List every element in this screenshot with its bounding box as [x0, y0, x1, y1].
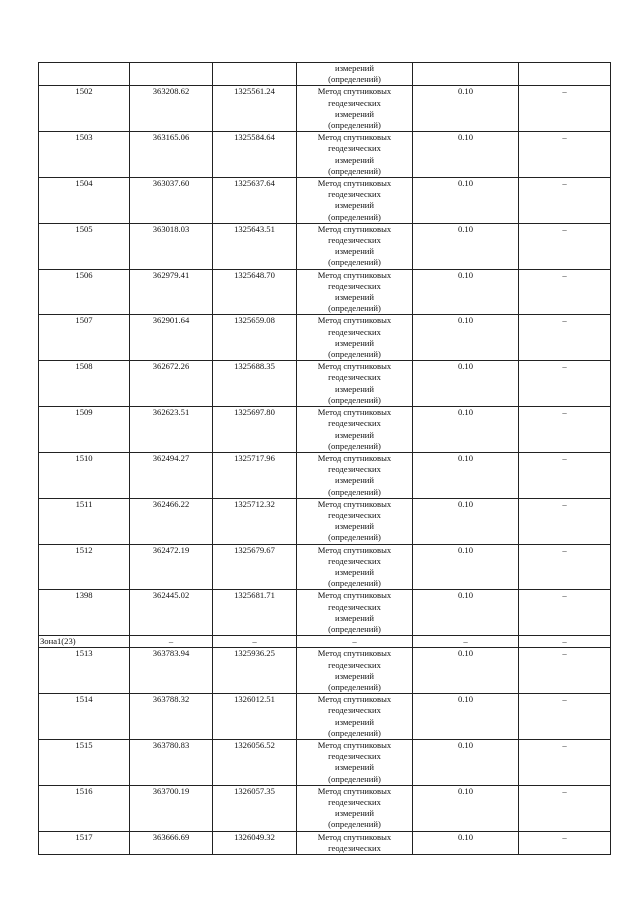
- x-coordinate-cell: [130, 63, 213, 86]
- method-cell: –: [297, 636, 413, 648]
- note-cell: –: [519, 178, 611, 224]
- x-coordinate-cell: 362466.22: [130, 498, 213, 544]
- note-cell: –: [519, 636, 611, 648]
- method-cell: Метод спутниковых геодезических измерений (определений): [297, 694, 413, 740]
- note-cell: –: [519, 223, 611, 269]
- note-cell: –: [519, 831, 611, 854]
- y-coordinate-cell: 1325659.08: [213, 315, 297, 361]
- y-coordinate-cell: 1325717.96: [213, 452, 297, 498]
- error-cell: 0.10: [413, 269, 519, 315]
- y-coordinate-cell: 1326057.35: [213, 785, 297, 831]
- error-cell: 0.10: [413, 86, 519, 132]
- table-row: [39, 785, 611, 831]
- note-cell: –: [519, 694, 611, 740]
- x-coordinate-cell: 362672.26: [130, 361, 213, 407]
- method-cell: Метод спутниковых геодезических измерений (определений): [297, 223, 413, 269]
- y-coordinate-cell: 1325712.32: [213, 498, 297, 544]
- x-coordinate-cell: 362445.02: [130, 590, 213, 636]
- method-cell: Метод спутниковых геодезических измерений (определений): [297, 452, 413, 498]
- point-id-cell: 1515: [39, 739, 130, 785]
- note-cell: –: [519, 315, 611, 361]
- note-cell: –: [519, 361, 611, 407]
- point-id-cell: 1505: [39, 223, 130, 269]
- y-coordinate-cell: 1325697.80: [213, 407, 297, 453]
- error-cell: 0.10: [413, 132, 519, 178]
- method-cell: Метод спутниковых геодезических измерений (определений): [297, 178, 413, 224]
- y-coordinate-cell: 1325936.25: [213, 648, 297, 694]
- point-id-cell: 1512: [39, 544, 130, 590]
- x-coordinate-cell: 363780.83: [130, 739, 213, 785]
- method-cell: Метод спутниковых геодезических измерений (определений): [297, 590, 413, 636]
- table-row: [39, 86, 611, 132]
- point-id-cell: 1514: [39, 694, 130, 740]
- point-id-cell: 1398: [39, 590, 130, 636]
- coordinates-table: [38, 62, 611, 855]
- method-cell: Метод спутниковых геодезических измерений (определений): [297, 269, 413, 315]
- error-cell: 0.10: [413, 407, 519, 453]
- table-row: [39, 590, 611, 636]
- point-id-cell: 1506: [39, 269, 130, 315]
- table-row: [39, 648, 611, 694]
- y-coordinate-cell: 1325679.67: [213, 544, 297, 590]
- error-cell: 0.10: [413, 178, 519, 224]
- note-cell: –: [519, 648, 611, 694]
- x-coordinate-cell: 363666.69: [130, 831, 213, 854]
- x-coordinate-cell: 362472.19: [130, 544, 213, 590]
- error-cell: 0.10: [413, 785, 519, 831]
- note-cell: –: [519, 785, 611, 831]
- error-cell: 0.10: [413, 315, 519, 361]
- y-coordinate-cell: 1326056.52: [213, 739, 297, 785]
- error-cell: 0.10: [413, 452, 519, 498]
- method-cell: Метод спутниковых геодезических измерений (определений): [297, 86, 413, 132]
- point-id-cell: 1517: [39, 831, 130, 854]
- error-cell: 0.10: [413, 590, 519, 636]
- point-id-cell: 1511: [39, 498, 130, 544]
- error-cell: 0.10: [413, 361, 519, 407]
- point-id-cell: Зона1(23): [39, 636, 130, 648]
- error-cell: 0.10: [413, 739, 519, 785]
- point-id-cell: 1504: [39, 178, 130, 224]
- method-cell: измерений (определений): [297, 63, 413, 86]
- error-cell: 0.10: [413, 223, 519, 269]
- point-id-cell: 1508: [39, 361, 130, 407]
- point-id-cell: 1516: [39, 785, 130, 831]
- table-row: [39, 407, 611, 453]
- table-row: [39, 269, 611, 315]
- table-row: [39, 544, 611, 590]
- note-cell: [519, 63, 611, 86]
- table-row: [39, 739, 611, 785]
- error-cell: –: [413, 636, 519, 648]
- x-coordinate-cell: 363700.19: [130, 785, 213, 831]
- note-cell: –: [519, 498, 611, 544]
- error-cell: 0.10: [413, 694, 519, 740]
- table-row: [39, 223, 611, 269]
- table-row: [39, 315, 611, 361]
- table-row: [39, 498, 611, 544]
- y-coordinate-cell: 1325681.71: [213, 590, 297, 636]
- y-coordinate-cell: 1326049.32: [213, 831, 297, 854]
- x-coordinate-cell: 362901.64: [130, 315, 213, 361]
- y-coordinate-cell: –: [213, 636, 297, 648]
- point-id-cell: 1507: [39, 315, 130, 361]
- table-row: [39, 361, 611, 407]
- x-coordinate-cell: 362494.27: [130, 452, 213, 498]
- method-cell: Метод спутниковых геодезических измерений (определений): [297, 739, 413, 785]
- x-coordinate-cell: 363783.94: [130, 648, 213, 694]
- y-coordinate-cell: 1325561.24: [213, 86, 297, 132]
- error-cell: 0.10: [413, 544, 519, 590]
- x-coordinate-cell: 363037.60: [130, 178, 213, 224]
- note-cell: –: [519, 86, 611, 132]
- table-row: [39, 63, 611, 86]
- note-cell: –: [519, 739, 611, 785]
- y-coordinate-cell: [213, 63, 297, 86]
- point-id-cell: 1510: [39, 452, 130, 498]
- y-coordinate-cell: 1325648.70: [213, 269, 297, 315]
- error-cell: 0.10: [413, 648, 519, 694]
- point-id-cell: 1513: [39, 648, 130, 694]
- note-cell: –: [519, 452, 611, 498]
- y-coordinate-cell: 1325688.35: [213, 361, 297, 407]
- x-coordinate-cell: 363788.32: [130, 694, 213, 740]
- point-id-cell: [39, 63, 130, 86]
- table-row: [39, 178, 611, 224]
- method-cell: Метод спутниковых геодезических измерений (определений): [297, 785, 413, 831]
- error-cell: [413, 63, 519, 86]
- table-row: [39, 132, 611, 178]
- y-coordinate-cell: 1325637.64: [213, 178, 297, 224]
- table-row: [39, 694, 611, 740]
- y-coordinate-cell: 1325643.51: [213, 223, 297, 269]
- point-id-cell: 1509: [39, 407, 130, 453]
- method-cell: Метод спутниковых геодезических измерений (определений): [297, 498, 413, 544]
- x-coordinate-cell: 363208.62: [130, 86, 213, 132]
- table-row: [39, 831, 611, 854]
- method-cell: Метод спутниковых геодезических измерений (определений): [297, 407, 413, 453]
- y-coordinate-cell: 1325584.64: [213, 132, 297, 178]
- method-cell: Метод спутниковых геодезических: [297, 831, 413, 854]
- note-cell: –: [519, 544, 611, 590]
- y-coordinate-cell: 1326012.51: [213, 694, 297, 740]
- method-cell: Метод спутниковых геодезических измерений (определений): [297, 132, 413, 178]
- x-coordinate-cell: 362623.51: [130, 407, 213, 453]
- note-cell: –: [519, 269, 611, 315]
- table-row: [39, 452, 611, 498]
- point-id-cell: 1503: [39, 132, 130, 178]
- point-id-cell: 1502: [39, 86, 130, 132]
- error-cell: 0.10: [413, 831, 519, 854]
- x-coordinate-cell: –: [130, 636, 213, 648]
- x-coordinate-cell: 362979.41: [130, 269, 213, 315]
- x-coordinate-cell: 363018.03: [130, 223, 213, 269]
- method-cell: Метод спутниковых геодезических измерений (определений): [297, 315, 413, 361]
- zone-separator-row: [39, 636, 611, 648]
- method-cell: Метод спутниковых геодезических измерений (определений): [297, 544, 413, 590]
- note-cell: –: [519, 132, 611, 178]
- method-cell: Метод спутниковых геодезических измерений (определений): [297, 648, 413, 694]
- method-cell: Метод спутниковых геодезических измерений (определений): [297, 361, 413, 407]
- note-cell: –: [519, 590, 611, 636]
- error-cell: 0.10: [413, 498, 519, 544]
- note-cell: –: [519, 407, 611, 453]
- x-coordinate-cell: 363165.06: [130, 132, 213, 178]
